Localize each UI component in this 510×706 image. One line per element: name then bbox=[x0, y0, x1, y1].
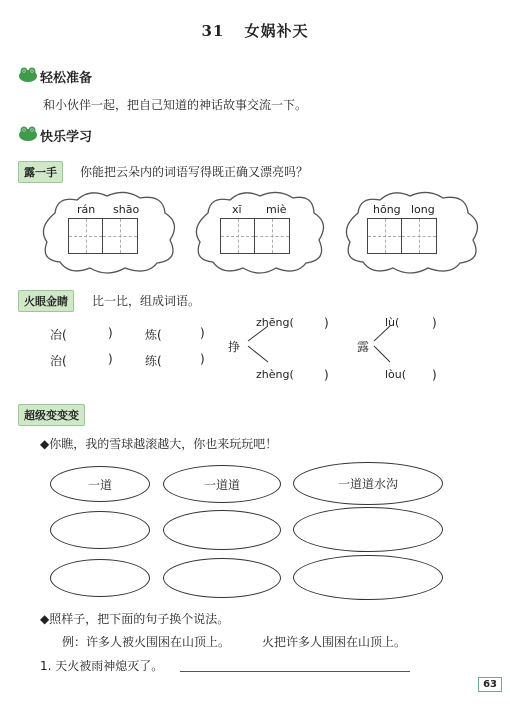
lesson-number: 31 bbox=[201, 22, 225, 40]
char1-pinyin-top: zhēng( bbox=[256, 316, 294, 329]
blank-close[interactable]: ) bbox=[200, 352, 205, 366]
blank-close[interactable]: ) bbox=[200, 326, 205, 340]
blank-close[interactable]: ) bbox=[432, 368, 437, 382]
page-number: 63 bbox=[478, 677, 502, 692]
prep-text: 和小伙伴一起，把自己知道的神话故事交流一下。 bbox=[43, 98, 308, 112]
section-tag-transform: 超级变变变 bbox=[18, 404, 85, 426]
writing-grid[interactable] bbox=[68, 218, 138, 254]
word-pair-a1: 冶( bbox=[50, 328, 67, 342]
cloud3-pinyin-2: long bbox=[411, 203, 435, 216]
cloud1-pinyin-1: rán bbox=[77, 203, 96, 216]
polyphone-char-2: 露 bbox=[357, 340, 370, 354]
section-tag-show: 露一手 bbox=[18, 161, 63, 183]
cloud3-pinyin-1: hōng bbox=[373, 203, 401, 216]
oval-blank[interactable] bbox=[163, 558, 281, 598]
section-tag-sharp-eyes: 火眼金睛 bbox=[18, 290, 74, 312]
cloud2-pinyin-2: miè bbox=[266, 203, 287, 216]
example-answer: 火把许多人围困在山顶上。 bbox=[262, 635, 407, 649]
writing-grid[interactable] bbox=[367, 218, 437, 254]
answer-line[interactable] bbox=[180, 671, 410, 672]
blank-close[interactable]: ) bbox=[432, 316, 437, 330]
oval-blank[interactable] bbox=[163, 510, 281, 550]
char2-pinyin-top: lù( bbox=[385, 316, 400, 329]
exercise-item-1: 1. 天火被雨神熄灭了。 bbox=[40, 659, 164, 673]
oval-blank[interactable] bbox=[293, 507, 443, 552]
example-sentence: 例：许多人被火围困在山顶上。 bbox=[62, 635, 231, 649]
section2-question: 比一比，组成词语。 bbox=[92, 294, 201, 308]
cloud2-pinyin-1: xī bbox=[232, 203, 242, 216]
oval-box bbox=[293, 462, 443, 505]
word-pair-a2: 治( bbox=[50, 354, 67, 368]
oval-text: 一道道 bbox=[203, 477, 240, 492]
word-pair-b1: 炼( bbox=[145, 328, 162, 342]
oval-box bbox=[50, 466, 150, 502]
word-pair-b2: 练( bbox=[145, 354, 162, 368]
oval-box bbox=[163, 465, 281, 503]
blank-close[interactable]: ) bbox=[108, 352, 113, 366]
blank-close[interactable]: ) bbox=[324, 368, 329, 382]
oval-text: 一道道水沟 bbox=[337, 477, 398, 491]
page-title bbox=[0, 20, 510, 41]
cloud1-pinyin-2: shāo bbox=[113, 203, 140, 216]
oval-blank[interactable] bbox=[50, 511, 150, 549]
char2-pinyin-bottom: lòu( bbox=[385, 368, 407, 381]
writing-grid[interactable] bbox=[220, 218, 290, 254]
section1-question: 你能把云朵内的词语写得既正确又漂亮吗？ bbox=[80, 165, 309, 179]
frog-icon bbox=[18, 66, 38, 82]
oval-blank[interactable] bbox=[293, 555, 443, 600]
polyphone-char-1: 挣 bbox=[228, 340, 241, 354]
rewrite-prompt: ◆照样子，把下面的句子换个说法。 bbox=[40, 612, 230, 626]
snowball-prompt: ◆你瞧，我的雪球越滚越大，你也来玩玩吧！ bbox=[40, 437, 278, 451]
oval-blank[interactable] bbox=[50, 559, 150, 597]
learn-heading: 快乐学习 bbox=[40, 130, 93, 145]
blank-close[interactable]: ) bbox=[324, 316, 329, 330]
oval-text: 一道 bbox=[87, 477, 112, 492]
lesson-title: 女娲补天 bbox=[244, 22, 309, 40]
char1-pinyin-bottom: zhèng( bbox=[256, 368, 294, 381]
blank-close[interactable]: ) bbox=[108, 326, 113, 340]
frog-icon bbox=[18, 125, 38, 141]
prep-heading: 轻松准备 bbox=[40, 71, 93, 86]
